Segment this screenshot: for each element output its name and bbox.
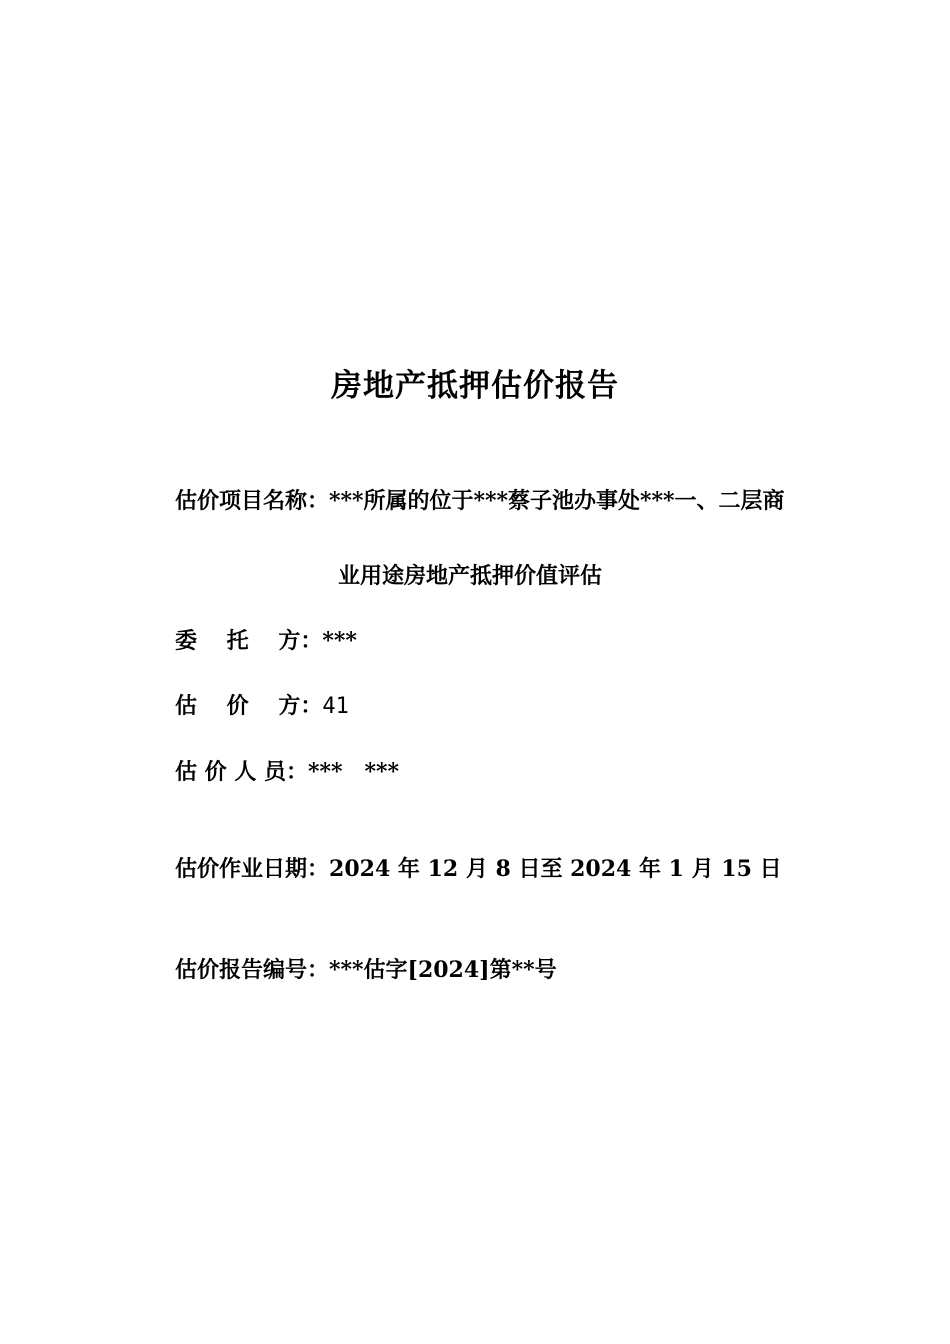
staff-row [175,757,399,787]
work-date-label: 估价作业日期： [175,856,330,882]
work-date-value: 2024 年 12 月 8 日至 2024 年 1 月 15 日 [329,856,782,882]
staff-label: 估 价 人 员： [175,759,308,785]
report-number-label: 估价报告编号： [175,957,330,983]
project-name-label: 估价项目名称： [175,488,330,514]
client-row [175,626,357,656]
appraiser-value: 41 [322,694,349,719]
project-name-row [175,486,785,516]
project-name-value-line2: 业用途房地产抵押价值评估 [338,563,603,589]
appraiser-row [175,691,349,722]
client-label: 委 托 方： [175,628,323,654]
report-title: 房地产抵押估价报告 [331,368,619,404]
work-date-row [175,854,782,884]
report-number-row [175,955,557,985]
report-number-value: ***估字[2024]第**号 [329,957,557,983]
project-name-value-line1: ***所属的位于***蔡子池办事处***一、二层商 [329,488,785,514]
appraiser-label: 估 价 方： [175,693,323,719]
client-value: *** [322,628,357,654]
staff-value: *** *** [307,759,400,785]
